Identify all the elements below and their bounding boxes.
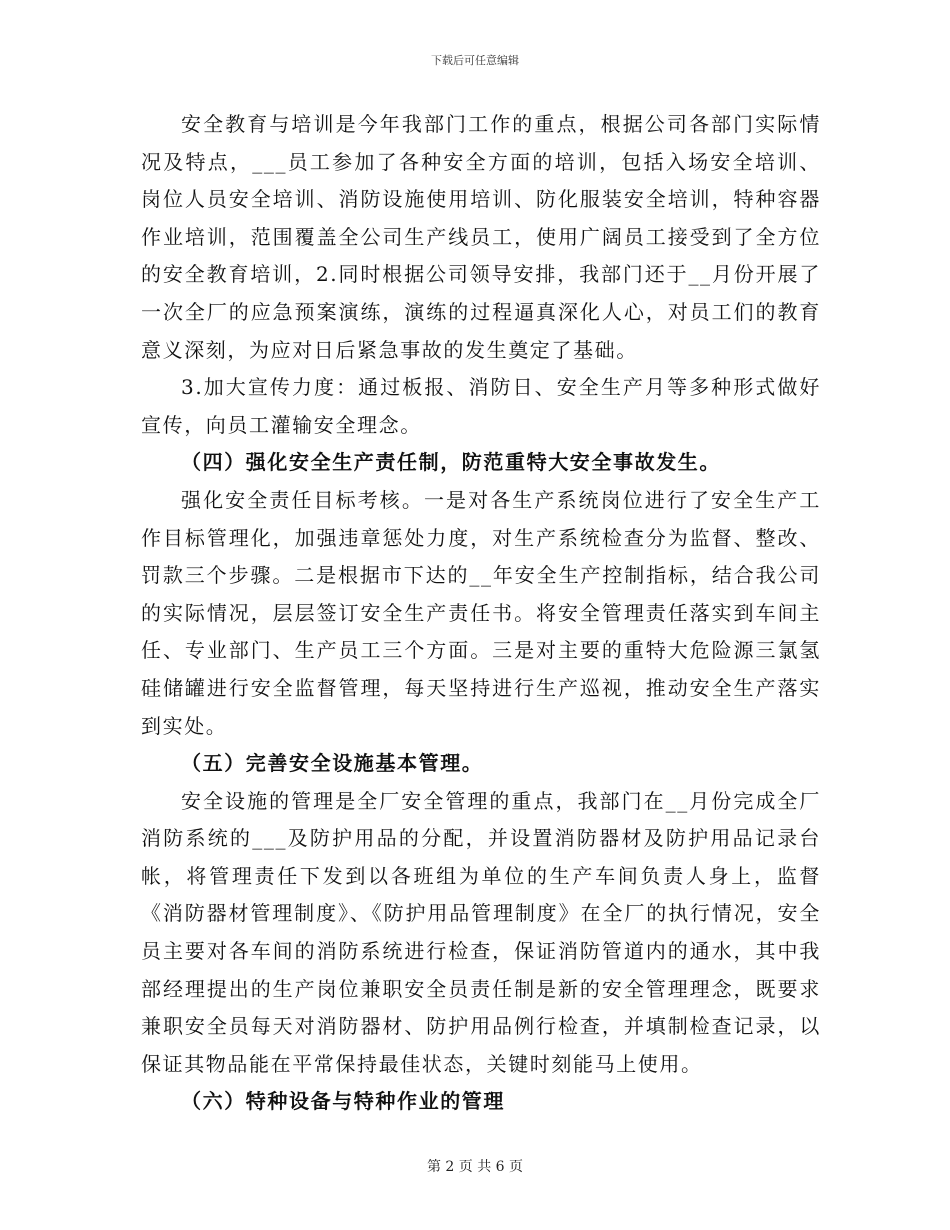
- header-note: 下载后可任意编辑: [431, 54, 519, 67]
- page-footer: 第 2 页 共 6 页: [426, 1159, 524, 1175]
- paragraph-facilities: 安全设施的管理是全厂安全管理的重点，我部门在__月份完成全厂消防系统的___及防护用品的分配，并设置消防器材及防护用品记录台帐，将管理责任下发到以各班组为单位的生产车间负责人身上，监督《消防器材管理制度》、《防护用品管理制度》在全厂的执行情况，安全员主要对各车间的消防系统进行检查，保证消防管道内的通水，其中我部经理提出的生产岗位兼职安全员责任制是新的安全管理理念，既要求兼职安全员每天对消防器材、防护用品例行检查，并填制检查记录，以保证其物品能在平常保持最佳状态，关键时刻能马上使用。: [141, 788, 821, 1076]
- document-body: [141, 106, 821, 1121]
- section-heading-6: （六）特种设备与特种作业的管理: [181, 1089, 505, 1114]
- section-heading-4: （四）强化安全生产责任制，防范重特大安全事故发生。: [181, 450, 721, 475]
- paragraph-training: 安全教育与培训是今年我部门工作的重点，根据公司各部门实际情况及特点，___员工参加了各种安全方面的培训，包括入场安全培训、岗位人员安全培训、消防设施使用培训、防化服装安全培训，特种容器作业培训，范围覆盖全公司生产线员工，使用广阔员工接受到了全方位的安全教育培训，2.同时根据公司领导安排，我部门还于__月份开展了一次全厂的应急预案演练，演练的过程逼真深化人心，对员工们的教育意义深刻，为应对日后紧急事故的发生奠定了基础。: [141, 112, 821, 362]
- section-heading-5: （五）完善安全设施基本管理。: [181, 751, 484, 776]
- paragraph-publicity: 3.加大宣传力度：通过板报、消防日、安全生产月等多种形式做好宣传，向员工灌输安全理念。: [141, 375, 821, 437]
- paragraph-responsibility: 强化安全责任目标考核。一是对各生产系统岗位进行了安全生产工作目标管理化，加强违章惩处力度，对生产系统检查分为监督、整改、罚款三个步骤。二是根据市下达的__年安全生产控制指标，结合我公司的实际情况，层层签订安全生产责任书。将安全管理责任落实到车间主任、专业部门、生产员工三个方面。三是对主要的重特大危险源三氯氢硅储罐进行安全监督管理，每天坚持进行生产巡视，推动安全生产落实到实处。: [141, 487, 821, 738]
